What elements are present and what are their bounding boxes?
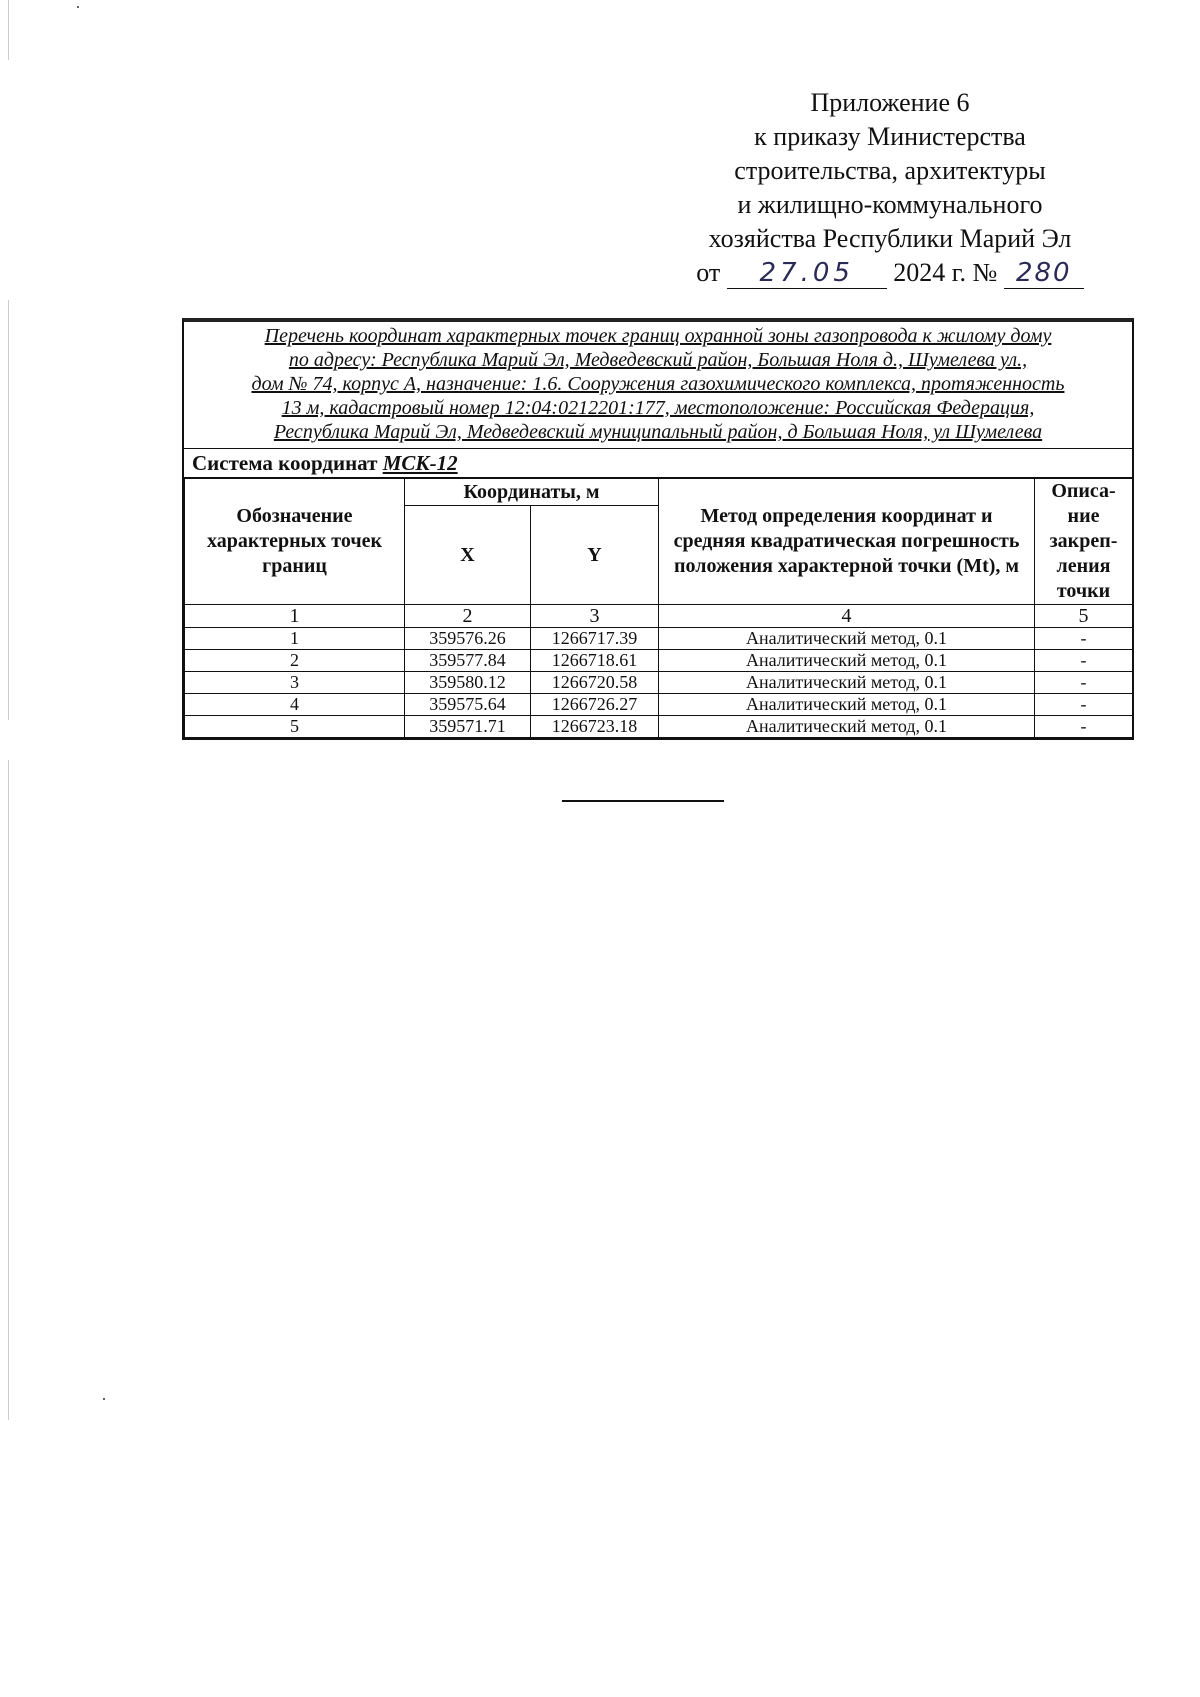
order-date-line — [660, 256, 1120, 290]
header-line: к приказу Министерства — [754, 122, 1026, 151]
cell-method: Аналитический метод, 0.1 — [659, 628, 1035, 650]
header-y: Y — [531, 506, 659, 605]
cell-y: 1266718.61 — [531, 650, 659, 672]
column-number: 1 — [185, 605, 405, 628]
cell-description: - — [1035, 672, 1133, 694]
handwritten-date: 27.05 — [727, 258, 887, 289]
header-line: и жилищно-коммунального — [737, 190, 1043, 219]
header-x: X — [405, 506, 531, 605]
caption-line: дом № 74, корпус А, назначение: 1.6. Сооружения газохимического комплекса, протяженность — [251, 373, 1065, 395]
header-coordinates: Координаты, м — [405, 479, 659, 506]
header-description-line: точки — [1056, 580, 1111, 602]
column-number: 4 — [659, 605, 1035, 628]
cell-point: 2 — [185, 650, 405, 672]
header-method: Метод определения координат и средняя квадратическая погрешность положения характерной точки (Mt), м — [659, 479, 1035, 605]
cell-point: 4 — [185, 694, 405, 716]
column-number: 2 — [405, 605, 531, 628]
caption-line: 13 м, кадастровый номер 12:04:0212201:177, местоположение: Российская Федерация, — [281, 397, 1035, 419]
cell-description: - — [1035, 650, 1133, 672]
table-row — [185, 672, 1133, 694]
table-caption — [184, 322, 1132, 449]
scan-edge-mark — [8, 760, 9, 1420]
cell-y: 1266717.39 — [531, 628, 659, 650]
header-line: строительства, архитектуры — [734, 156, 1046, 185]
caption-line: по адресу: Республика Марий Эл, Медведевский район, Большая Ноля д., Шумелева ул., — [288, 349, 1028, 371]
scan-speck — [103, 1398, 105, 1400]
cell-description: - — [1035, 716, 1133, 738]
column-number-row — [185, 605, 1133, 628]
year-text: 2024 г. № — [893, 258, 998, 287]
cell-point: 3 — [185, 672, 405, 694]
cell-description: - — [1035, 694, 1133, 716]
appendix-header — [660, 86, 1120, 290]
coordinate-system-label: Система координат — [192, 451, 378, 475]
cell-x: 359571.71 — [405, 716, 531, 738]
cell-method: Аналитический метод, 0.1 — [659, 694, 1035, 716]
column-number: 5 — [1035, 605, 1133, 628]
scan-edge-mark — [8, 300, 9, 720]
end-divider — [562, 800, 724, 802]
scan-edge-mark — [8, 0, 9, 60]
coordinate-system-code: МСК-12 — [382, 451, 458, 475]
cell-x: 359577.84 — [405, 650, 531, 672]
cell-point: 1 — [185, 628, 405, 650]
date-prefix: от — [696, 258, 721, 287]
cell-x: 359576.26 — [405, 628, 531, 650]
header-description-line: закреп- — [1049, 530, 1118, 552]
handwritten-order-number: 280 — [1004, 258, 1084, 289]
cell-x: 359575.64 — [405, 694, 531, 716]
header-line: Приложение 6 — [810, 88, 970, 117]
column-number: 3 — [531, 605, 659, 628]
cell-y: 1266720.58 — [531, 672, 659, 694]
header-designation: Обозначение характерных точек границ — [185, 479, 405, 605]
table-row — [185, 694, 1133, 716]
cell-method: Аналитический метод, 0.1 — [659, 716, 1035, 738]
cell-y: 1266723.18 — [531, 716, 659, 738]
header-line: хозяйства Республики Марий Эл — [708, 224, 1072, 253]
table-row — [185, 628, 1133, 650]
table-row — [185, 716, 1133, 738]
cell-description: - — [1035, 628, 1133, 650]
table-row — [185, 650, 1133, 672]
cell-method: Аналитический метод, 0.1 — [659, 650, 1035, 672]
caption-line: Республика Марий Эл, Медведевский муниципальный район, д Большая Ноля, ул Шумелева — [273, 421, 1043, 443]
header-description-line: Описа- — [1051, 480, 1116, 502]
coordinates-table-block — [182, 318, 1134, 740]
cell-method: Аналитический метод, 0.1 — [659, 672, 1035, 694]
header-description-line: ние — [1067, 505, 1100, 527]
header-description-line: ления — [1056, 555, 1111, 577]
cell-y: 1266726.27 — [531, 694, 659, 716]
coordinate-system — [184, 449, 1132, 478]
coordinates-table — [184, 478, 1133, 738]
header-description — [1035, 479, 1133, 605]
cell-x: 359580.12 — [405, 672, 531, 694]
cell-point: 5 — [185, 716, 405, 738]
scan-speck — [77, 6, 79, 8]
caption-line: Перечень координат характерных точек границ охранной зоны газопровода к жилому дому — [264, 325, 1052, 347]
